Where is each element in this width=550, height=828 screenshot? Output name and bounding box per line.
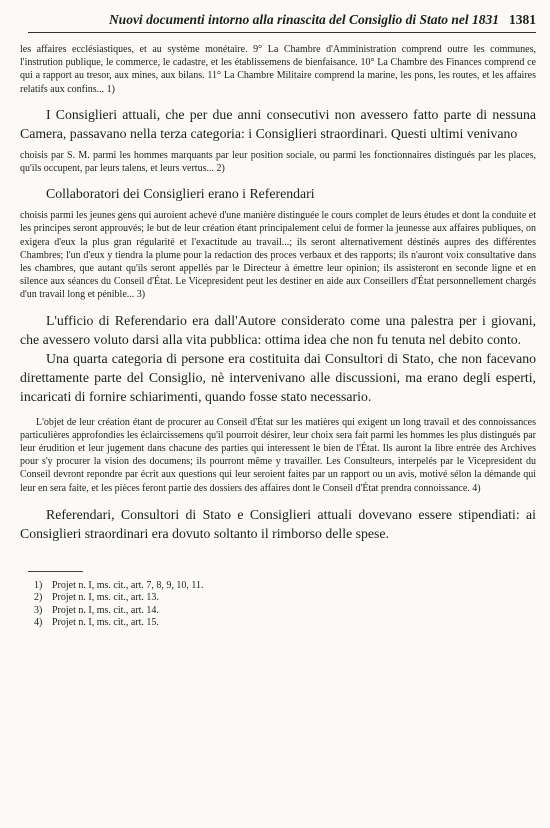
paragraph-french-1: les affaires ecclésiastiques, et au système monétaire. 9° La Chambre d'Amministration comprend outre les communes, l'instrution publique, le commerce, le cadastre, et les établissemens de bienfaisance. 10° La Chambre des Finances comprend ce qui a rapport au tresor, aux mines, aux bilans. 11° La Chambre Militaire comprend la marine, les pons, les routes, et les affaires relatifs aux confins... 1): [20, 44, 536, 95]
page-number: 1381: [509, 12, 536, 27]
paragraph-italian-6: L'ufficio di Referendario era dall'Autore considerato come una palestra per i giovani, che avessero voluto darsi alla vita pubblica: ottima idea che non fu tenuta nel debito conto.: [20, 312, 536, 347]
paragraph-italian-4: Collaboratori dei Consiglieri erano i Referendari: [46, 186, 315, 202]
paragraph-italian-7: Una quarta categoria di persone era costituita dai Consultori di Stato, che non facevano direttamente parte del Consiglio, nè intervenivano alle discussioni, ma erano degli esperti, incaricati di fornire schiarimenti, quando fosse stato necessario.: [20, 350, 536, 404]
footnote: 2) Projet n. I, ms. cit., art. 13.: [34, 592, 159, 604]
footnote: 3) Projet n. I, ms. cit., art. 14.: [34, 604, 159, 616]
footnote: 1) Projet n. I, ms. cit., art. 7, 8, 9, 10, 11.: [34, 579, 204, 591]
footnote: 4) Projet n. I, ms. cit., art. 15.: [34, 617, 159, 629]
footnote-rule: [28, 571, 83, 572]
paragraph-italian-2: I Consiglieri attuali, che per due anni consecutivi non avessero fatto parte di nessuna Camera, passavano nella terza categoria: i Consiglieri straordinari. Questi ultimi venivano: [20, 106, 536, 141]
running-header: [20, 12, 536, 28]
header-title: Nuovi documenti intorno alla rinascita del Consiglio di Stato nel 1831: [108, 12, 499, 27]
paragraph-italian-9: Referendari, Consultori di Stato e Consiglieri attuali dovevano essere stipendiati: ai Consiglieri straordinari era dovuto soltanto il rimborso delle spese.: [20, 506, 536, 541]
footnotes: [20, 580, 536, 630]
header-rule: [28, 32, 536, 33]
paragraph-french-3: choisis par S. M. parmi les hommes marquants par leur position sociale, ou parmi les fonctionnaires distingués par les places, qu'ils occupent, par leurs talens, et leurs vertus... 2): [20, 149, 536, 175]
paragraph-french-5: choisis parmi les jeunes gens qui auroient achevé d'une manière distinguée le cours complet de leurs études et dont la conduite et les principes seront approuvés; le but de leur création étant principalement celui de former la jeunesse aux affaires publiques, on exigera d'eux la plus gran régularité et l'exactitude au travail...; ils seront alternativement déstinés aupres des différentes Chambres; l'un d'eux y tiendra la plume pour la redaction des proces verbaux et des rapports; ils n'auront voix consultative dans les chambres, que autant qu'ils seront appellés par le Directeur à émettre leur opinion; ils assisteront en seconde ligne et en silence aux séances du Conseil d'État. Le Vicepresident peut les destiner en aide aux Conseillers d'État personnellement chargés d'un travail long et pénible... 3): [20, 210, 536, 301]
paragraph-french-8: L'objet de leur création étant de procurer au Conseil d'État sur les matières qui exigent un long travail et des connoissances particulières approfondies les éclaircissemens qu'il pourroit désirer, leur choix sera fait parmi les hommes les plus distingués par leur érudition et leur jugement dans chacune des parties qui interessent le bien de l'État. Ils auront la libre entrée des Archives pour s'y procurer la vision des documens; ils pourront même y travailler. Les Consulteurs, interpelés par le Vicepresident du Conseil devront repondre par écrit aux questions qui leur seroient faites par un rapport ou un avis, motivé sélon la démande qui leur en sera faite, et les pièces feront partie des dossiers des affaires dont le Conseil d'État prendra connoissance. 4): [20, 416, 536, 494]
